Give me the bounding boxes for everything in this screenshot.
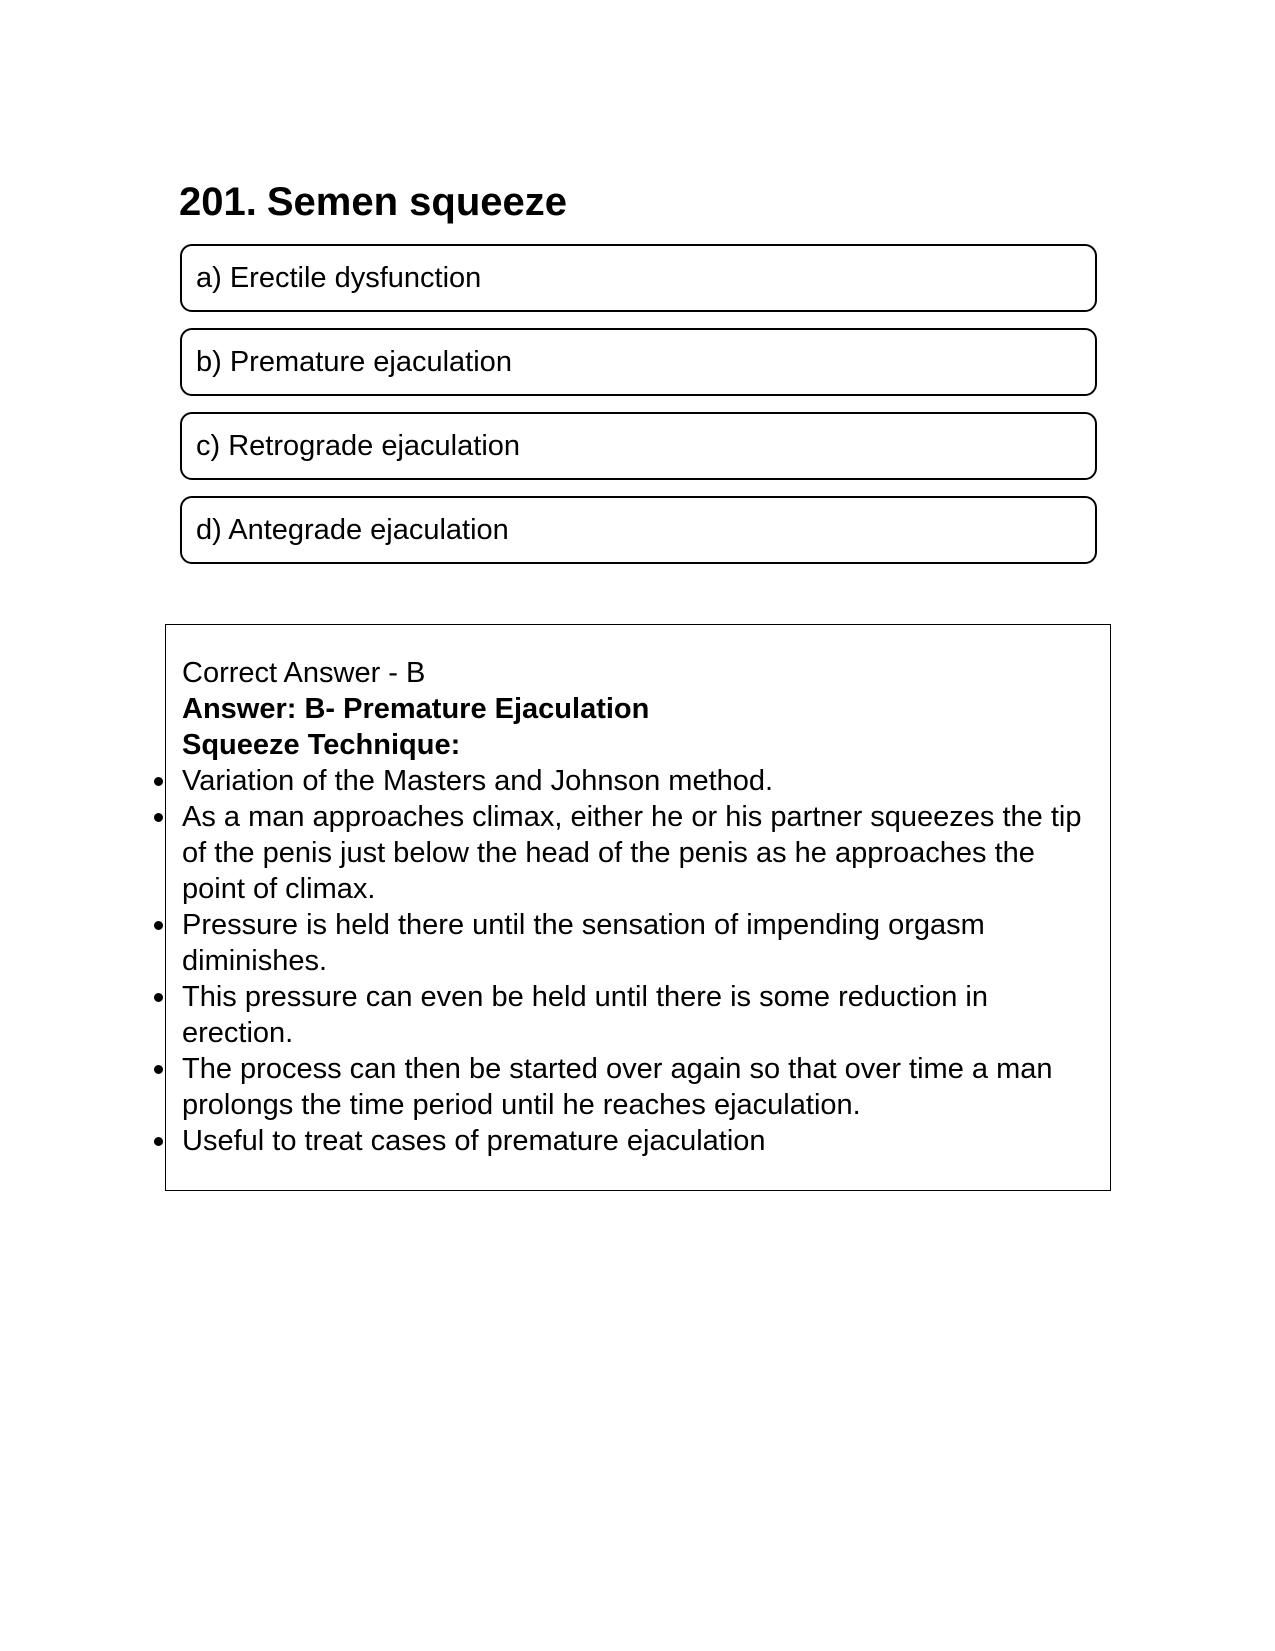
question-text: Semen squeeze — [266, 180, 567, 224]
bullet-text: The process can then be started over again so that over time a man prolongs the time period until he reaches ejaculation. — [182, 1053, 1053, 1121]
options-list — [180, 244, 1097, 580]
bullet-dot-icon — [154, 1137, 163, 1146]
option-d[interactable]: d) Antegrade ejaculation — [180, 496, 1097, 564]
bullet-text: This pressure can even be held until there is some reduction in erection. — [182, 981, 988, 1049]
answer-explanation-box — [165, 624, 1111, 1191]
bullet-dot-icon — [154, 1065, 163, 1074]
correct-answer-line: Correct Answer - B — [182, 657, 426, 689]
option-a[interactable]: a) Erectile dysfunction — [180, 244, 1097, 312]
explanation-bullets — [182, 763, 1110, 1159]
bullet-text: As a man approaches climax, either he or his partner squeezes the tip of the penis just below the head of the penis as he approaches the point of climax. — [182, 801, 1082, 905]
bullet-dot-icon — [154, 921, 163, 930]
question-title — [179, 178, 567, 226]
bullet-text: Variation of the Masters and Johnson method. — [182, 765, 774, 797]
question-number: 201. — [179, 180, 257, 224]
technique-heading: Squeeze Technique: — [182, 729, 461, 761]
bullet-dot-icon — [154, 813, 163, 822]
bullet-dot-icon — [154, 993, 163, 1002]
bullet-text: Useful to treat cases of premature ejaculation — [182, 1125, 766, 1157]
bullet-item — [182, 1051, 1110, 1123]
bullet-item — [182, 907, 1110, 979]
bullet-dot-icon — [154, 777, 163, 786]
bullet-item — [182, 799, 1110, 907]
option-c[interactable]: c) Retrograde ejaculation — [180, 412, 1097, 480]
bullet-text: Pressure is held there until the sensation of impending orgasm diminishes. — [182, 909, 985, 977]
bullet-item — [182, 763, 1110, 799]
answer-heading: Answer: B- Premature Ejaculation — [182, 693, 650, 725]
bullet-item — [182, 1123, 1110, 1159]
option-b[interactable]: b) Premature ejaculation — [180, 328, 1097, 396]
bullet-item — [182, 979, 1110, 1051]
